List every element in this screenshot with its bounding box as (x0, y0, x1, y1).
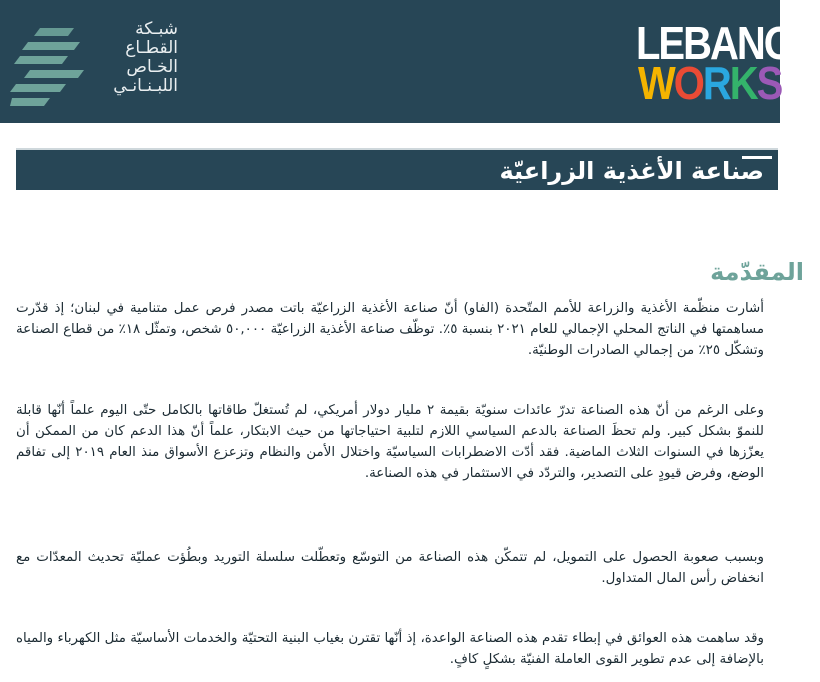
network-logo-text (88, 20, 178, 96)
works-letter: K (729, 58, 757, 110)
private-sector-network-logo (10, 18, 178, 108)
page-header (0, 0, 820, 123)
works-letter: R (702, 58, 730, 110)
network-logo-line: القطـاع (125, 38, 178, 58)
page-title: صناعة الأغذية الزراعيّة (499, 157, 764, 185)
works-letter: S (756, 58, 782, 110)
stripes-logo-icon (10, 28, 86, 108)
network-logo-line: اللبـنـانـي (113, 76, 178, 96)
body-paragraph: وبسبب صعوبة الحصول على التمويل، لم تتمكّن هذه الصناعة من التوسّع وتعطّلت سلسلة التوريد وبطُؤت عمليّة تحديث المعدّات مع انخفاض رأس المال المتداول. (16, 550, 764, 586)
works-letter: O (673, 58, 703, 110)
title-banner (16, 148, 778, 190)
body-paragraph: أشارت منظّمة الأغذية والزراعة للأمم المتّحدة (الفاو) أنّ صناعة الأغذية الزراعيّة باتت مصدر فرص عمل متنامية في لبنان؛ إذ قدّرت مساهمتها في الناتج المحلي الإجمالي للعام ٢٠٢١ بنسبة ٥٪. توظّف صناعة الأغذية الزراعيّة ٥٠,٠٠٠ شخص، وتمثّل ١٨٪ من قطاع الصناعة وتشكّل ٢٥٪ من إجمالي الصادرات الوطنيّة. (16, 301, 764, 358)
works-word (638, 58, 782, 110)
body-paragraph: وعلى الرغم من أنّ هذه الصناعة تدرّ عائدات سنويّة بقيمة ٢ مليار دولار أمريكي، لم تُستغلّ طاقاتها بالكامل حتّى اليوم علماً أنّها قابلة للنموّ بشكل كبير. ولم تحظَ الصناعة بالدعم السياسي اللازم لتلبية احتياجاتها من حيث الابتكار، علماً أنّ هذا الدعم كان من الممكن أن يعزّزها في السنوات الثلاث الماضية. فقد أدّت الاضطرابات السياسيّة واختلال الأمن والنظام وتزعزع الأسواق منذ العام ٢٠١٩ إلى تفاقم الوضع، وفرض قيودٍ على التصدير، والتردّد في الاستثمار في هذه الصناعة. (16, 403, 764, 481)
network-logo-line: شبـكة (135, 19, 178, 39)
works-letter: W (638, 58, 674, 110)
section-heading: المقدّمة (710, 258, 804, 286)
lebanon-word: LEBANON (636, 18, 820, 70)
body-paragraph: وقد ساهمت هذه العوائق في إبطاء تقدم هذه الصناعة الواعدة، إذ أنّها تقترن بغياب البنية التحتيّة والخدمات الأساسيّة مثل الكهرباء والمياه بالإضافة إلى عدم تطوير القوى العاملة الفنيّة بشكلٍ كافٍ. (16, 631, 764, 667)
lebanon-works-logo (636, 18, 820, 110)
network-logo-line: الخـاص (126, 57, 178, 77)
